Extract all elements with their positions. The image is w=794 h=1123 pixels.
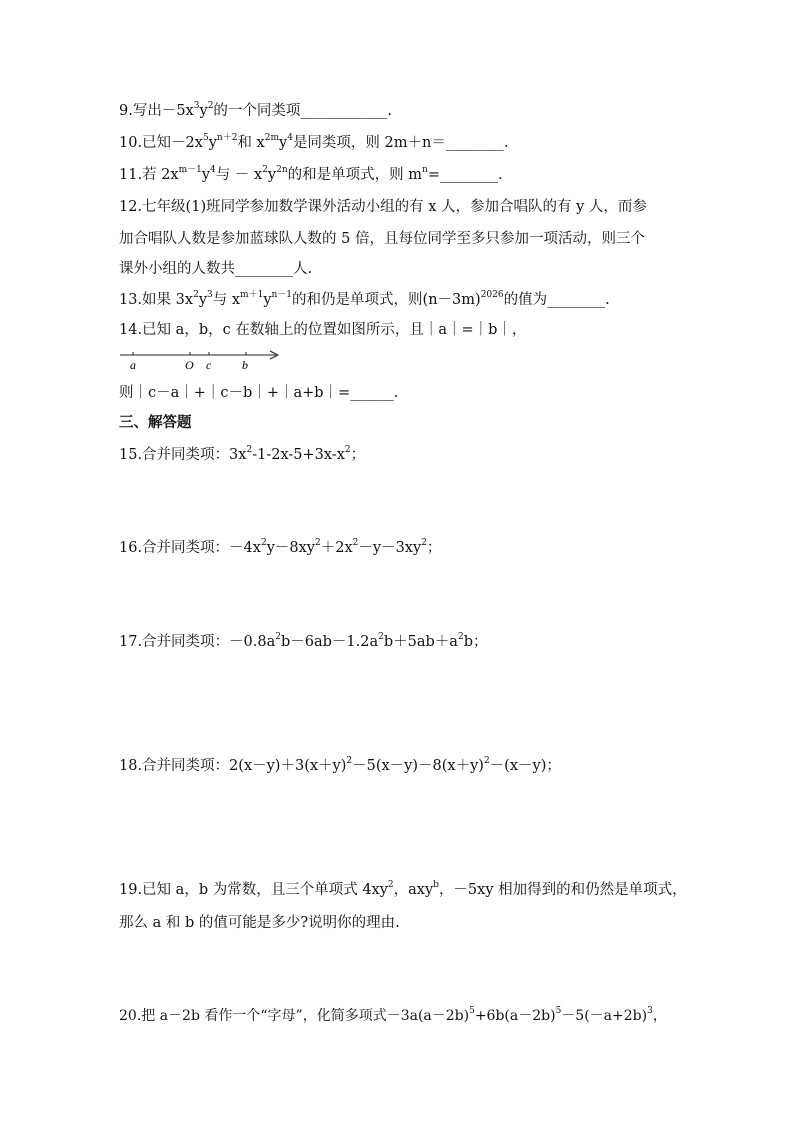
p17-text: b；: [463, 634, 488, 650]
problem-19-line-1: [119, 880, 687, 900]
p17-text: 17.合并同类项：－0.8a: [119, 634, 276, 650]
p11-exp: n: [422, 165, 428, 176]
problem-9: [119, 101, 392, 121]
p10-text: 10.已知－2x: [119, 135, 203, 151]
p20-exp: 5: [555, 1006, 562, 1017]
p13-exp: 3: [207, 290, 213, 301]
p13-exp: n－1: [271, 290, 293, 301]
p17-exp: 2: [378, 632, 384, 643]
p13-text: 13.如果 3x: [119, 292, 194, 308]
problem-14-line-2: 则｜c－a｜+｜c－b｜+｜a+b｜=______.: [119, 385, 399, 401]
p18-text: 18.合并同类项：2(x－y)＋3(x＋y): [119, 758, 347, 774]
p18-exp: 2: [346, 756, 353, 767]
label-a: a: [130, 358, 136, 372]
p10-exp: n＋2: [216, 133, 238, 144]
p11-exp: 4: [210, 165, 216, 176]
problem-13: [119, 290, 610, 310]
p16-text: y－8xy: [266, 540, 315, 556]
p15-exp: 2: [344, 445, 351, 456]
number-line-diagram: [118, 346, 288, 372]
problem-14-line-1: 14.已知 a，b，c 在数轴上的位置如图所示，且｜a｜=｜b｜，: [119, 322, 527, 338]
p16-text: －y－3xy: [358, 540, 422, 556]
p10-exp: 5: [202, 133, 209, 144]
section-heading: 三、解答题: [119, 415, 192, 431]
p13-text: y: [263, 292, 272, 308]
p17-exp: 2: [275, 632, 281, 643]
p15-text: ；: [350, 447, 366, 463]
p19-text: ，axy: [393, 882, 434, 898]
p9-text: y: [199, 103, 208, 119]
p13-exp: 2026: [480, 290, 504, 301]
p16-text: ＋2x: [320, 540, 353, 556]
p15-text: -1-2x-5+3x-x: [252, 447, 345, 463]
label-b: b: [242, 358, 248, 372]
problem-12-line-1: 12.七年级(1)班同学参加数学课外活动小组的有 x 人，参加合唱队的有 y 人，而参: [119, 199, 647, 215]
p11-text: 的和是单项式，则 m: [287, 167, 423, 183]
p13-text: y: [198, 292, 208, 308]
p19-exp: 2: [387, 880, 394, 891]
label-o: O: [185, 358, 194, 372]
problem-12-line-2: 加合唱队人数是参加蓝球队人数的 5 倍，且每位同学至多只参加一项活动，则三个: [119, 231, 645, 247]
p19-text: 19.已知 a，b 为常数，且三个单项式 4xy: [119, 882, 388, 898]
p10-text: 和 x: [237, 135, 265, 151]
p9-text: 9.写出－5x: [119, 103, 194, 119]
problem-18: [119, 756, 561, 776]
p20-exp: 3: [647, 1006, 653, 1017]
p18-text: －(x－y)；: [489, 758, 561, 774]
p16-text: ；: [426, 540, 442, 556]
problem-12-line-3: 课外小组的人数共________人.: [119, 261, 313, 277]
p11-exp: 2: [262, 165, 268, 176]
p13-text: 的和仍是单项式，则(n－3m): [292, 292, 481, 308]
p11-exp: m－1: [178, 165, 202, 176]
p10-text: 是同类项，则 2m＋n＝________.: [292, 135, 509, 151]
p11-exp: 2n: [276, 165, 288, 176]
p9-exp: 3: [193, 101, 200, 112]
p11-text: y: [267, 167, 277, 183]
p10-text: y: [208, 135, 217, 151]
p16-exp: 2: [260, 538, 267, 549]
p17-text: b＋5ab＋a: [383, 634, 458, 650]
p11-text: =________.: [427, 167, 503, 183]
p18-exp: 2: [483, 756, 490, 767]
p11-text: 11.若 2x: [119, 167, 179, 183]
p20-text: ，: [652, 1008, 667, 1024]
p17-exp: 2: [457, 632, 464, 643]
problem-11: [119, 165, 503, 185]
p10-exp: 2m: [264, 133, 279, 144]
p16-exp: 2: [315, 538, 321, 549]
problem-15: [119, 445, 365, 465]
p19-text: ，－5xy 相加得到的和仍然是单项式，: [438, 882, 687, 898]
p15-text: 15.合并同类项：3x: [119, 447, 247, 463]
p10-exp: 4: [287, 133, 293, 144]
p20-text: +6b(a－2b): [474, 1008, 556, 1024]
p10-text: y: [279, 135, 288, 151]
p16-exp: 2: [352, 538, 359, 549]
problem-16: [119, 538, 441, 558]
p11-text: 与 － x: [215, 167, 263, 183]
p13-text: 与 x: [212, 292, 241, 308]
p9-exp: 2: [207, 101, 214, 112]
p20-exp: 5: [469, 1006, 475, 1017]
p20-text: 20.把 a－2b 看作一个“字母”，化简多项式－3a(a－2b): [119, 1008, 470, 1024]
p9-text: 的一个同类项____________.: [213, 103, 393, 119]
p17-text: b－6ab－1.2a: [281, 634, 379, 650]
problem-20: [119, 1006, 667, 1026]
problem-17: [119, 632, 488, 652]
p15-exp: 2: [246, 445, 253, 456]
p20-text: －5(－a+2b): [561, 1008, 648, 1024]
p13-exp: 2: [193, 290, 199, 301]
problem-10: [119, 133, 508, 153]
p11-text: y: [201, 167, 211, 183]
p18-text: －5(x－y)－8(x＋y): [352, 758, 484, 774]
problem-19-line-2: 那么 a 和 b 的值可能是多少?说明你的理由.: [119, 915, 400, 931]
label-c: c: [206, 358, 212, 372]
p19-exp: b: [433, 880, 439, 891]
p13-text: 的值为________.: [503, 292, 610, 308]
p16-exp: 2: [421, 538, 427, 549]
p13-exp: m＋1: [240, 290, 264, 301]
p16-text: 16.合并同类项：－4x: [119, 540, 261, 556]
